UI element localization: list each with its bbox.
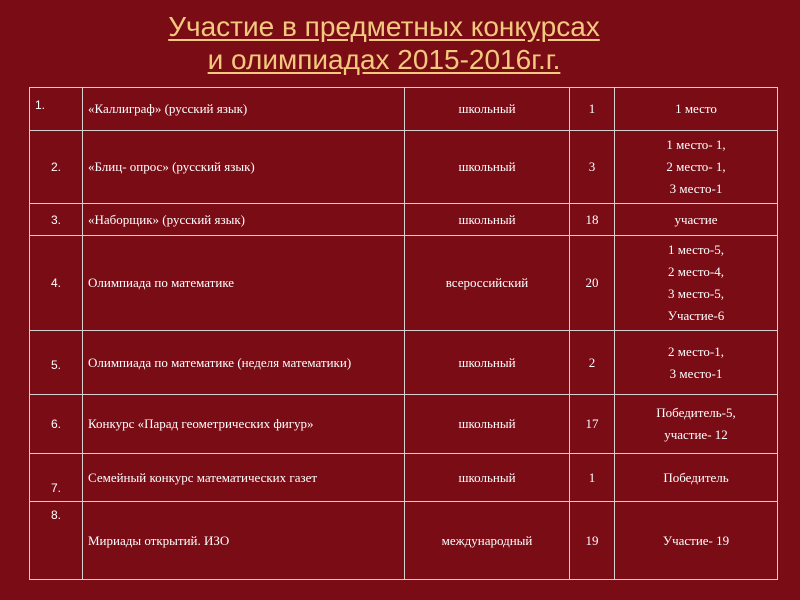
result-line: участие (674, 211, 718, 227)
contest-result (615, 236, 778, 331)
result-line: 1 место- 1, (666, 137, 726, 152)
contest-level: школьный (405, 88, 570, 131)
contest-result (615, 131, 778, 204)
contest-level: школьный (405, 395, 570, 454)
contest-level: всероссийский (405, 236, 570, 331)
result-line: Победитель-5, (656, 405, 736, 420)
row-number: 6. (30, 395, 83, 454)
result-line: участие- 12 (664, 427, 728, 442)
row-number: 3. (30, 204, 83, 236)
contest-name: «Блиц- опрос» (русский язык) (83, 131, 405, 204)
result-line: 2 место-4, (668, 264, 724, 279)
row-number: 7. (30, 454, 83, 502)
contest-level: школьный (405, 331, 570, 395)
contest-result (615, 331, 778, 395)
result-line: 2 место-1, (668, 343, 724, 359)
table-row (30, 204, 778, 236)
page-title (0, 10, 768, 76)
table-row (30, 131, 778, 204)
result-line: 3 место-1 (669, 365, 723, 381)
result-line: Участие- 19 (662, 532, 730, 548)
participant-count: 1 (570, 454, 615, 502)
contest-level: международный (405, 502, 570, 580)
table-row (30, 454, 778, 502)
table-row (30, 88, 778, 131)
results-table (29, 87, 778, 580)
contest-name: Олимпиада по математике (83, 236, 405, 331)
row-number: 2. (30, 131, 83, 204)
participant-count: 20 (570, 236, 615, 331)
result-line: 3 место-1 (669, 181, 723, 196)
contest-name: Мириады открытий. ИЗО (83, 502, 405, 580)
contest-result (615, 395, 778, 454)
contest-name: Олимпиада по математике (неделя математики) (83, 331, 405, 395)
contest-name: Конкурс «Парад геометрических фигур» (83, 395, 405, 454)
row-number: 4. (30, 236, 83, 331)
participant-count: 1 (570, 88, 615, 131)
contest-level: школьный (405, 204, 570, 236)
participant-count: 3 (570, 131, 615, 204)
row-number: 5. (30, 331, 83, 395)
contest-name: «Каллиграф» (русский язык) (83, 88, 405, 131)
contest-level: школьный (405, 454, 570, 502)
contest-result (615, 502, 778, 580)
contest-result (615, 454, 778, 502)
table-row (30, 236, 778, 331)
table-row (30, 395, 778, 454)
participant-count: 19 (570, 502, 615, 580)
participant-count: 17 (570, 395, 615, 454)
row-number: 1. (30, 88, 83, 131)
contest-name: «Наборщик» (русский язык) (83, 204, 405, 236)
title-line-2: и олимпиадах 2015-2016г.г. (207, 44, 561, 75)
result-line: 2 место- 1, (666, 159, 726, 174)
title-line-1: Участие в предметных конкурсах (168, 11, 600, 42)
contest-result (615, 204, 778, 236)
result-line: 3 место-5, (668, 286, 724, 301)
result-line: Победитель (663, 469, 729, 485)
contest-result (615, 88, 778, 131)
participant-count: 2 (570, 331, 615, 395)
result-line: Участие-6 (667, 308, 725, 323)
contest-name: Семейный конкурс математических газет (83, 454, 405, 502)
table-row (30, 502, 778, 580)
result-line: 1 место-5, (668, 242, 724, 257)
result-line: 1 место (675, 101, 717, 116)
row-number: 8. (30, 502, 83, 580)
table-row (30, 331, 778, 395)
participant-count: 18 (570, 204, 615, 236)
contest-level: школьный (405, 131, 570, 204)
